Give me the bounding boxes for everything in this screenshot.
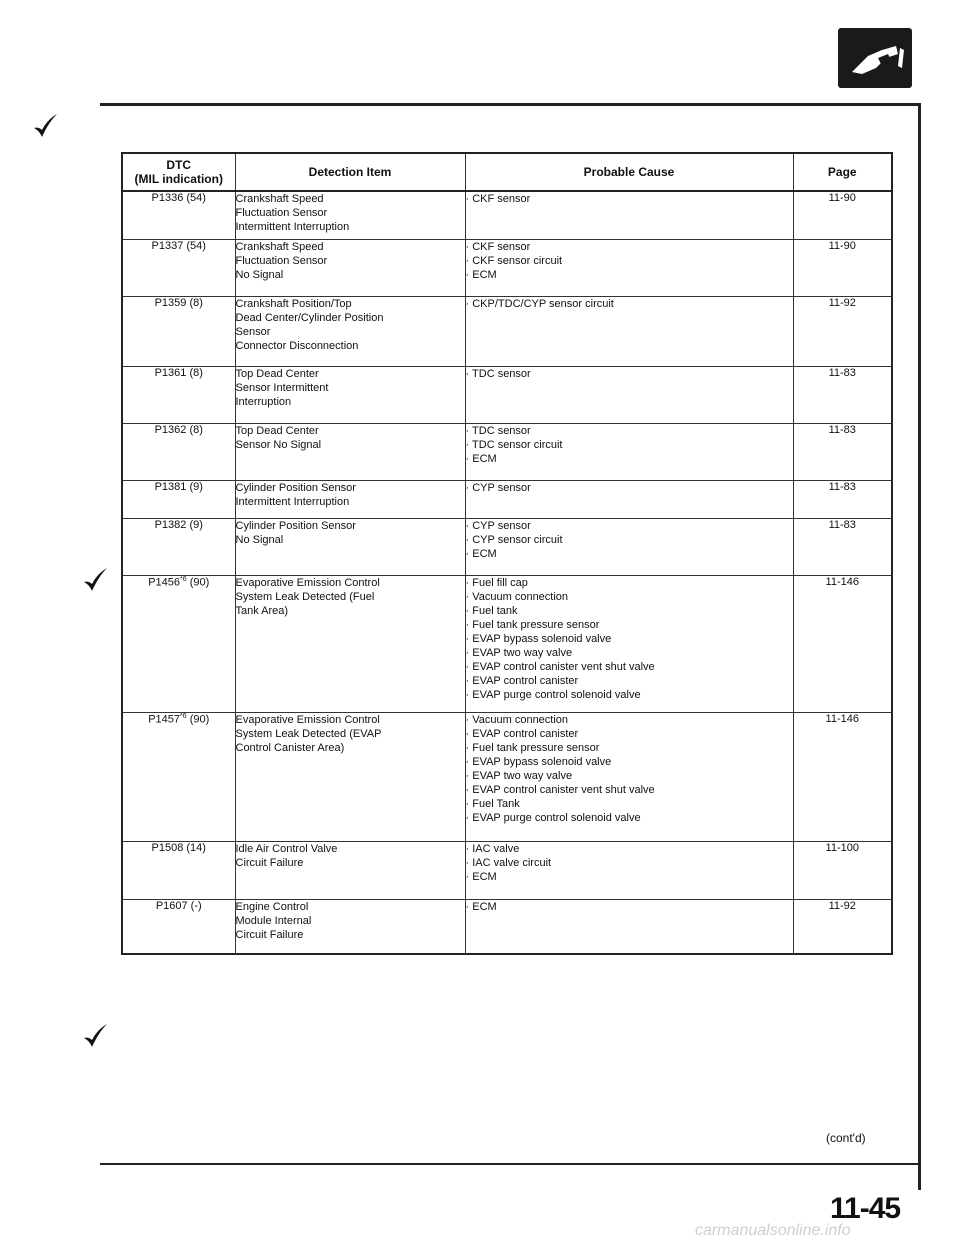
detection-item-cell	[235, 191, 465, 239]
detection-item-line: Sensor Intermittent	[235, 381, 329, 394]
table-row	[122, 899, 892, 954]
detection-item-line: Sensor	[235, 325, 271, 338]
dtc-code: P1336 (54)	[151, 192, 206, 204]
table-row	[122, 712, 892, 841]
dtc-code: P1337 (54)	[151, 239, 206, 252]
detection-item-cell	[235, 366, 465, 423]
detection-item-line: System Leak Detected (Fuel	[235, 590, 375, 603]
detection-item-line: Top Dead Center	[235, 367, 319, 380]
probable-cause-item: · ECM	[466, 268, 793, 282]
detection-item-line: Cylinder Position Sensor	[235, 481, 356, 494]
detection-item-line: Intermittent Interruption	[235, 221, 350, 233]
dtc-code: P1359 (8)	[154, 296, 203, 309]
probable-cause-cell	[465, 191, 793, 239]
probable-cause-item: · Fuel fill cap	[466, 576, 793, 590]
table-header-row	[122, 153, 892, 191]
detection-item-line: System Leak Detected (EVAP	[235, 727, 382, 740]
dtc-footnote-marker: *6	[180, 712, 187, 720]
dtc-code-cell	[122, 423, 235, 480]
probable-cause-item: · EVAP control canister	[466, 674, 793, 688]
detection-item-line: Sensor No Signal	[235, 438, 322, 451]
watermark: carmanualsonline.info	[695, 1222, 851, 1239]
probable-cause-cell	[465, 575, 793, 712]
dtc-code-cell	[122, 841, 235, 899]
detection-item-cell	[235, 518, 465, 575]
dtc-code: P1381 (9)	[154, 480, 203, 493]
probable-cause-item: · EVAP two way valve	[466, 769, 793, 783]
dtc-code: P1362 (8)	[154, 423, 203, 436]
header-probable-cause: Probable Cause	[465, 153, 793, 191]
probable-cause-item: · EVAP two way valve	[466, 646, 793, 660]
detection-item-cell	[235, 575, 465, 712]
detection-item-cell	[235, 296, 465, 366]
probable-cause-item: · Vacuum connection	[466, 713, 793, 727]
probable-cause-item: · TDC sensor	[466, 367, 793, 381]
checkmark-icon	[82, 566, 108, 592]
dtc-code: P1508 (14)	[151, 841, 206, 854]
detection-item-line: Intermittent Interruption	[235, 495, 350, 508]
probable-cause-item: · CYP sensor circuit	[466, 533, 793, 547]
detection-item-line: Cylinder Position Sensor	[235, 519, 356, 532]
header-page: Page	[793, 153, 892, 191]
probable-cause-cell	[465, 366, 793, 423]
probable-cause-item: · Fuel tank pressure sensor	[466, 741, 793, 755]
table-row	[122, 239, 892, 296]
dtc-code: P1607 (-)	[155, 899, 202, 912]
detection-item-line: Fluctuation Sensor	[235, 254, 328, 267]
engine-section-icon	[838, 28, 912, 88]
checkmark-icon	[32, 112, 58, 138]
table-row	[122, 191, 892, 239]
detection-item-cell	[235, 899, 465, 954]
page-ref-cell: 11-146	[793, 575, 892, 712]
detection-item-line: Module Internal	[235, 914, 312, 927]
detection-item-cell	[235, 712, 465, 841]
probable-cause-item: · EVAP bypass solenoid valve	[466, 755, 793, 769]
detection-item-line: Circuit Failure	[235, 928, 304, 941]
header-detection-item: Detection Item	[235, 153, 465, 191]
probable-cause-item: · TDC sensor	[466, 424, 793, 438]
detection-item-line: Connector Disconnection	[235, 339, 359, 352]
dtc-code: P1361 (8)	[154, 366, 203, 379]
table-row	[122, 480, 892, 518]
table-row	[122, 366, 892, 423]
page-ref-cell: 11-92	[793, 899, 892, 954]
probable-cause-item: · CKF sensor	[466, 240, 793, 254]
dtc-code-cell	[122, 239, 235, 296]
probable-cause-item: · ECM	[466, 547, 793, 561]
dtc-table	[121, 152, 893, 955]
header-dtc-line2: (MIL indication)	[134, 172, 223, 186]
page-ref-cell: 11-146	[793, 712, 892, 841]
page-ref-cell: 11-92	[793, 296, 892, 366]
detection-item-line: Fluctuation Sensor	[235, 207, 328, 219]
detection-item-line: Crankshaft Speed	[235, 193, 324, 205]
probable-cause-cell	[465, 899, 793, 954]
probable-cause-cell	[465, 518, 793, 575]
continued-label: (cont'd)	[826, 1131, 866, 1145]
detection-item-line: Control Canister Area)	[235, 741, 345, 754]
probable-cause-item: · Fuel tank	[466, 604, 793, 618]
bottom-rule	[100, 1163, 921, 1165]
page-number: 11-45	[830, 1192, 901, 1225]
detection-item-line: Tank Area)	[235, 604, 289, 617]
dtc-code: P1382 (9)	[154, 518, 203, 531]
probable-cause-item: · EVAP control canister	[466, 727, 793, 741]
detection-item-line: Idle Air Control Valve	[235, 842, 338, 855]
detection-item-line: Dead Center/Cylinder Position	[235, 311, 384, 324]
probable-cause-item: · CKF sensor circuit	[466, 254, 793, 268]
top-rule	[100, 103, 918, 106]
dtc-code-cell	[122, 899, 235, 954]
table-row	[122, 841, 892, 899]
probable-cause-item: · EVAP purge control solenoid valve	[466, 688, 793, 702]
page-ref-cell: 11-83	[793, 423, 892, 480]
dtc-code-cell	[122, 712, 235, 841]
probable-cause-item: · EVAP control canister vent shut valve	[466, 660, 793, 674]
detection-item-line: Engine Control	[235, 900, 309, 913]
probable-cause-item: · IAC valve circuit	[466, 856, 793, 870]
header-dtc	[122, 153, 235, 191]
detection-item-line: Interruption	[235, 395, 292, 408]
probable-cause-item: · CYP sensor	[466, 481, 793, 495]
page-ref-cell: 11-90	[793, 191, 892, 239]
probable-cause-cell	[465, 480, 793, 518]
probable-cause-cell	[465, 296, 793, 366]
detection-item-line: Evaporative Emission Control	[235, 713, 380, 726]
probable-cause-item: · IAC valve	[466, 842, 793, 856]
dtc-code-cell	[122, 480, 235, 518]
probable-cause-item: · Fuel tank pressure sensor	[466, 618, 793, 632]
detection-item-line: Top Dead Center	[235, 424, 319, 437]
dtc-code: P1456	[148, 576, 181, 589]
dtc-mil-indication: (90)	[186, 713, 210, 726]
page-ref-cell: 11-83	[793, 366, 892, 423]
probable-cause-item: · CKP/TDC/CYP sensor circuit	[466, 297, 793, 311]
detection-item-line: No Signal	[235, 268, 284, 281]
probable-cause-item: · CKF sensor	[466, 192, 793, 206]
dtc-code-cell	[122, 518, 235, 575]
detection-item-line: Circuit Failure	[235, 856, 304, 869]
table-row	[122, 296, 892, 366]
probable-cause-cell	[465, 239, 793, 296]
detection-item-line: Crankshaft Position/Top	[235, 297, 352, 310]
table-row	[122, 423, 892, 480]
header-dtc-line1: DTC	[166, 158, 192, 172]
probable-cause-item: · EVAP bypass solenoid valve	[466, 632, 793, 646]
dtc-code-cell	[122, 191, 235, 239]
page-ref-cell: 11-83	[793, 518, 892, 575]
probable-cause-item: · ECM	[466, 452, 793, 466]
probable-cause-item: · ECM	[466, 870, 793, 884]
detection-item-line: No Signal	[235, 533, 284, 546]
right-rule	[918, 103, 921, 1190]
probable-cause-cell	[465, 423, 793, 480]
detection-item-line: Crankshaft Speed	[235, 240, 324, 253]
probable-cause-item: · EVAP control canister vent shut valve	[466, 783, 793, 797]
detection-item-cell	[235, 841, 465, 899]
dtc-mil-indication: (90)	[186, 576, 210, 589]
dtc-code-cell	[122, 366, 235, 423]
detection-item-cell	[235, 423, 465, 480]
probable-cause-item: · Vacuum connection	[466, 590, 793, 604]
checkmark-icon	[82, 1022, 108, 1048]
detection-item-cell	[235, 480, 465, 518]
page-ref-cell: 11-90	[793, 239, 892, 296]
table-row	[122, 518, 892, 575]
probable-cause-cell	[465, 841, 793, 899]
probable-cause-cell	[465, 712, 793, 841]
probable-cause-item: · CYP sensor	[466, 519, 793, 533]
probable-cause-item: · ECM	[466, 900, 793, 914]
page-ref-cell: 11-100	[793, 841, 892, 899]
detection-item-line: Evaporative Emission Control	[235, 576, 380, 589]
dtc-code: P1457	[148, 713, 181, 726]
probable-cause-item: · Fuel Tank	[466, 797, 793, 811]
probable-cause-item: · EVAP purge control solenoid valve	[466, 811, 793, 825]
table-row	[122, 575, 892, 712]
dtc-footnote-marker: *6	[180, 575, 187, 583]
page-ref-cell: 11-83	[793, 480, 892, 518]
detection-item-cell	[235, 239, 465, 296]
dtc-code-cell	[122, 296, 235, 366]
dtc-code-cell	[122, 575, 235, 712]
probable-cause-item: · TDC sensor circuit	[466, 438, 793, 452]
